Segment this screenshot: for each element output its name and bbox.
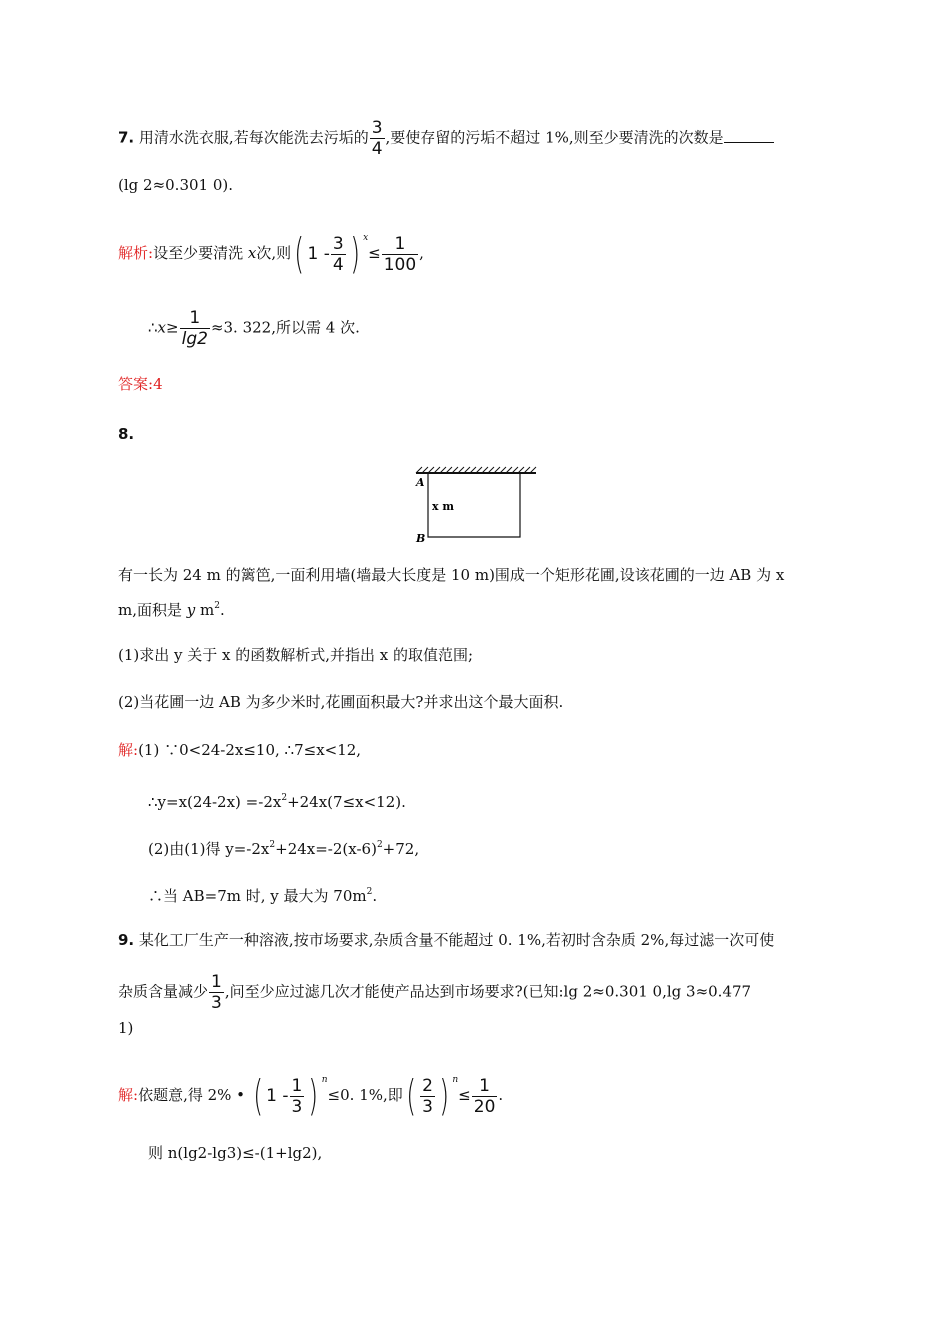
q9-sol-fraction-2: [420, 1076, 435, 1117]
q8-sol-4sup: 2: [366, 887, 373, 897]
q9-sol-frac2-num: 2: [422, 1075, 433, 1096]
q7-sol-fraction: [331, 234, 346, 275]
q8-solution-4: [148, 882, 377, 906]
q7-statement: [118, 118, 774, 159]
q8-para-2b: m: [195, 601, 215, 619]
q9-sol-inner: 1 -: [266, 1086, 289, 1106]
q7-solution-label: 解析:: [118, 244, 154, 262]
q9-sol-a: 依题意,得 2% •: [138, 1086, 250, 1104]
q8-paragraph-1: 有一长为 24 m 的篱笆,一面利用墙(墙最大长度是 10 m)围成一个矩形花圃,设该花圃的一边 AB 为 x: [118, 566, 785, 584]
q9-frac-den: 3: [211, 993, 222, 1013]
q9-sol-rhs-den: 20: [473, 1096, 496, 1117]
q9-sol-exponent: n: [321, 1075, 328, 1085]
q7-answer: [118, 374, 163, 394]
q7-answer-blank: [724, 126, 774, 143]
q9-frac-num: 1: [211, 972, 222, 992]
q7-number: 7.: [118, 128, 135, 147]
q8-para-2sup: 2: [214, 601, 220, 611]
q8-solution-2: [148, 788, 406, 812]
q9-line-2: [118, 972, 751, 1013]
q9-sol-fraction: [290, 1076, 305, 1117]
q8-sol-3sup2: 2: [376, 840, 383, 850]
q9-solution: [118, 1070, 504, 1120]
q9-step: 则 n(lg2-lg3)≤-(1+lg2),: [148, 1144, 323, 1162]
q7-step: [148, 308, 360, 349]
q9-line-1-text: 某化工厂生产一种溶液,按市场要求,杂质含量不能超过 0. 1%,若初时含杂质 2%,每过滤一次可使: [138, 931, 775, 949]
q8-part-1: (1)求出 y 关于 x 的函数解析式,并指出 x 的取值范围;: [118, 646, 474, 664]
q7-text-a: 用清水洗衣服,若每次能洗去污垢的: [138, 128, 369, 147]
q8-sol-2b: +24x(7≤x<12).: [287, 793, 406, 811]
q7-paren-left: (: [294, 229, 305, 278]
q9-line-2b: ,问至少应过滤几次才能使产品达到市场要求?(已知:lg 2≈0.301 0,lg 3≈0.477: [224, 982, 752, 1001]
q7-text-b: ,要使存留的污垢不超过 1%,则至少要清洗的次数是: [385, 128, 724, 147]
q7-sol-rhs-fraction: [382, 234, 418, 275]
q7-frac-num: 3: [371, 118, 383, 138]
q8-solution-1: [118, 740, 361, 760]
q8-solution-3: [148, 835, 419, 859]
q7-sol-frac-den: 4: [332, 254, 344, 275]
q7-step-fraction: [180, 308, 210, 349]
q9-sol-rhs-fraction: [472, 1076, 498, 1117]
q7-paren-right: ): [349, 229, 360, 278]
q7-sol-var: x: [247, 244, 257, 262]
label-x: x m: [432, 500, 455, 513]
q7-step-therefore: ∴: [148, 318, 158, 337]
q9-sol-rhs-num: 1: [479, 1075, 490, 1096]
q9-paren2-right: ): [439, 1071, 450, 1120]
q7-step-frac-num: 1: [189, 308, 201, 328]
q7-solution: [118, 228, 424, 278]
q9-sol-b: ≤0. 1%,即: [327, 1086, 403, 1104]
label-b: B: [416, 532, 426, 544]
q8-sol-2sup: 2: [281, 793, 288, 803]
q7-sol-rhs-num: 1: [394, 233, 406, 254]
q8-sol-3c: +72,: [382, 840, 420, 858]
q9-sol-le: ≤: [458, 1086, 471, 1104]
q8-sol-3sup: 2: [269, 840, 276, 850]
q7-sol-inner: 1 -: [307, 244, 330, 264]
q9-line-3: 1): [118, 1019, 134, 1037]
q9-paren2-left: (: [406, 1071, 416, 1120]
q8-number: 8.: [118, 425, 135, 443]
q9-number: 9.: [118, 931, 135, 949]
label-a: A: [416, 476, 425, 489]
q7-sol-exponent: x: [363, 233, 369, 243]
q7-step-ge: ≥: [166, 318, 179, 337]
q9-fraction: [209, 972, 224, 1013]
q9-paren-left: (: [253, 1071, 263, 1120]
q7-sol-rhs-den: 100: [383, 254, 417, 275]
q7-step-var: x: [157, 318, 167, 337]
q9-sol-frac2-den: 3: [422, 1096, 433, 1117]
q7-hint: (lg 2≈0.301 0).: [118, 176, 234, 194]
q8-part-2: (2)当花圃一边 AB 为多少米时,花圃面积最大?并求出这个最大面积.: [118, 693, 564, 711]
q9-sol-frac-den: 3: [291, 1096, 303, 1117]
q7-step-frac-den: lg2: [181, 329, 208, 349]
q8-para-2y: y: [186, 601, 196, 619]
q8-para-2a: m,面积是: [118, 601, 187, 619]
q7-frac-den: 4: [371, 139, 383, 159]
q8-sol-4b: .: [372, 887, 378, 905]
q8-paragraph-2: [118, 596, 225, 620]
q8-para-2c: .: [219, 601, 225, 619]
q9-paren-right: ): [308, 1071, 319, 1120]
q9-sol-exponent-2: n: [452, 1075, 459, 1085]
q8-sol-2a: ∴y=x(24-2x) =-2x: [148, 793, 282, 811]
q9-line-2a: 杂质含量减少: [118, 982, 209, 1001]
q9-sol-end: .: [498, 1086, 504, 1104]
q8-solution-label: 解:: [118, 741, 139, 759]
q8-sol-1: (1) ∵0<24-2x≤10, ∴7≤x<12,: [138, 741, 362, 759]
q7-sol-frac-num: 3: [332, 233, 344, 254]
q8-sol-4a: ∴当 AB=7m 时, y 最大为 70m: [148, 887, 367, 905]
q9-line-1: [118, 930, 774, 950]
q9-solution-label: 解:: [118, 1086, 139, 1104]
q7-step-post: ≈3. 322,所以需 4 次.: [210, 318, 360, 337]
q8-sol-3b: +24x=-2(x-6): [275, 840, 377, 858]
q7-sol-end: ,: [419, 244, 424, 262]
q7-sol-text2: 次,则: [256, 244, 292, 262]
q8-sol-3a: (2)由(1)得 y=-2x: [148, 840, 270, 858]
q7-answer-value: 4: [153, 375, 163, 393]
q7-sol-le: ≤: [368, 244, 381, 262]
q7-answer-label: 答案:: [118, 375, 154, 393]
q9-sol-frac-num: 1: [291, 1075, 303, 1096]
q7-fraction: [370, 118, 385, 159]
q7-sol-text: 设至少要清洗: [153, 244, 248, 262]
q8-figure: [412, 464, 542, 544]
